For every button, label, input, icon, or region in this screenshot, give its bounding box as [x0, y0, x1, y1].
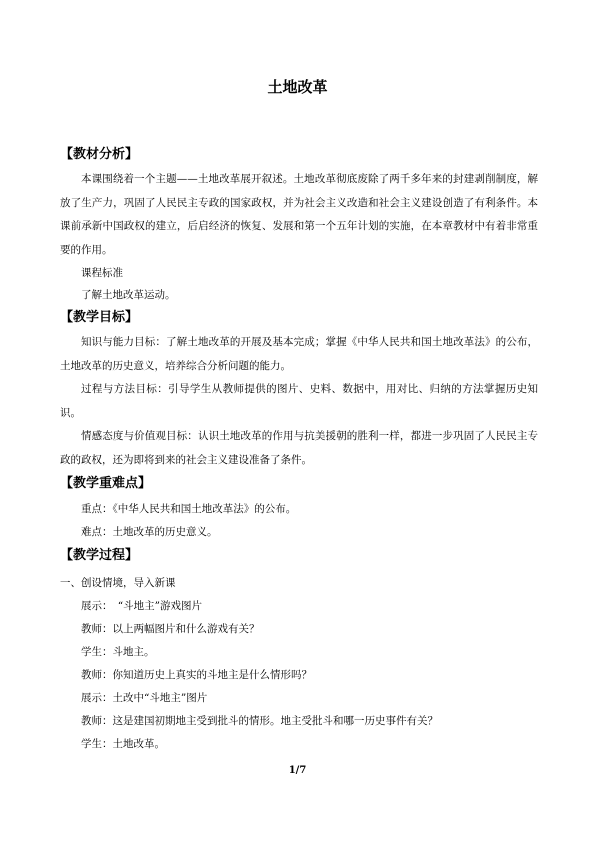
goal-process-method: 过程与方法目标：引导学生从教师提供的图片、史料、数据中，用对比、归纳的方法掌握历史知识。 — [60, 383, 538, 419]
page-number: 1/7 — [288, 765, 307, 776]
heading-teaching-goals: 【教学目标】 — [60, 310, 139, 325]
page-title: 土地改革 — [267, 78, 328, 96]
dialogue-line: 展示： “斗地主”游戏图片 — [81, 600, 202, 612]
dialogue-line: 展示：土改中“斗地主”图片 — [81, 692, 208, 704]
heading-textbook-analysis: 【教材分析】 — [60, 147, 139, 162]
process-step-1: 一、创设情境，导入新课 — [60, 577, 176, 589]
difficult-point: 难点：土地改革的历史意义。 — [81, 526, 218, 538]
heading-teaching-process: 【教学过程】 — [60, 548, 139, 563]
dialogue-line: 学生：斗地主。 — [81, 646, 155, 658]
curriculum-standard-text: 了解土地改革运动。 — [81, 289, 176, 301]
goal-knowledge-ability: 知识与能力目标：了解土地改革的开展及基本完成；掌握《中华人民共和国土地改革法》的公布，土地改革的历史意义，培养综合分析问题的能力。 — [60, 336, 538, 372]
dialogue-line: 学生：土地改革。 — [81, 738, 165, 750]
curriculum-standard-label: 课程标准 — [81, 267, 123, 279]
analysis-paragraph: 本课围绕着一个主题——土地改革展开叙述。土地改革彻底废除了两千多年来的封建剥削制度，解放了生产力，巩固了人民民主专政的国家政权，并为社会主义改造和社会主义建设创造了有利条件。本课前承新中国政权的建立，后启经济的恢复、发展和第一个五年计划的实施，在本章教材中有着非常重要的作用。 — [60, 173, 538, 256]
dialogue-line: 教师：你知道历史上真实的斗地主是什么情形吗？ — [81, 669, 312, 681]
goal-emotion-values: 情感态度与价值观目标：认识土地改革的作用与抗美援朝的胜利一样，都进一步巩固了人民民主专政的政权，还为即将到来的社会主义建设准备了条件。 — [60, 430, 538, 466]
dialogue-line: 教师：以上两幅图片和什么游戏有关？ — [81, 623, 260, 635]
key-point: 重点：《中华人民共和国土地改革法》的公布。 — [81, 503, 297, 515]
heading-key-difficult-points: 【教学重难点】 — [60, 476, 152, 491]
dialogue-line: 教师：这是建国初期地主受到批斗的情形。地主受批斗和哪一历史事件有关？ — [81, 715, 438, 727]
